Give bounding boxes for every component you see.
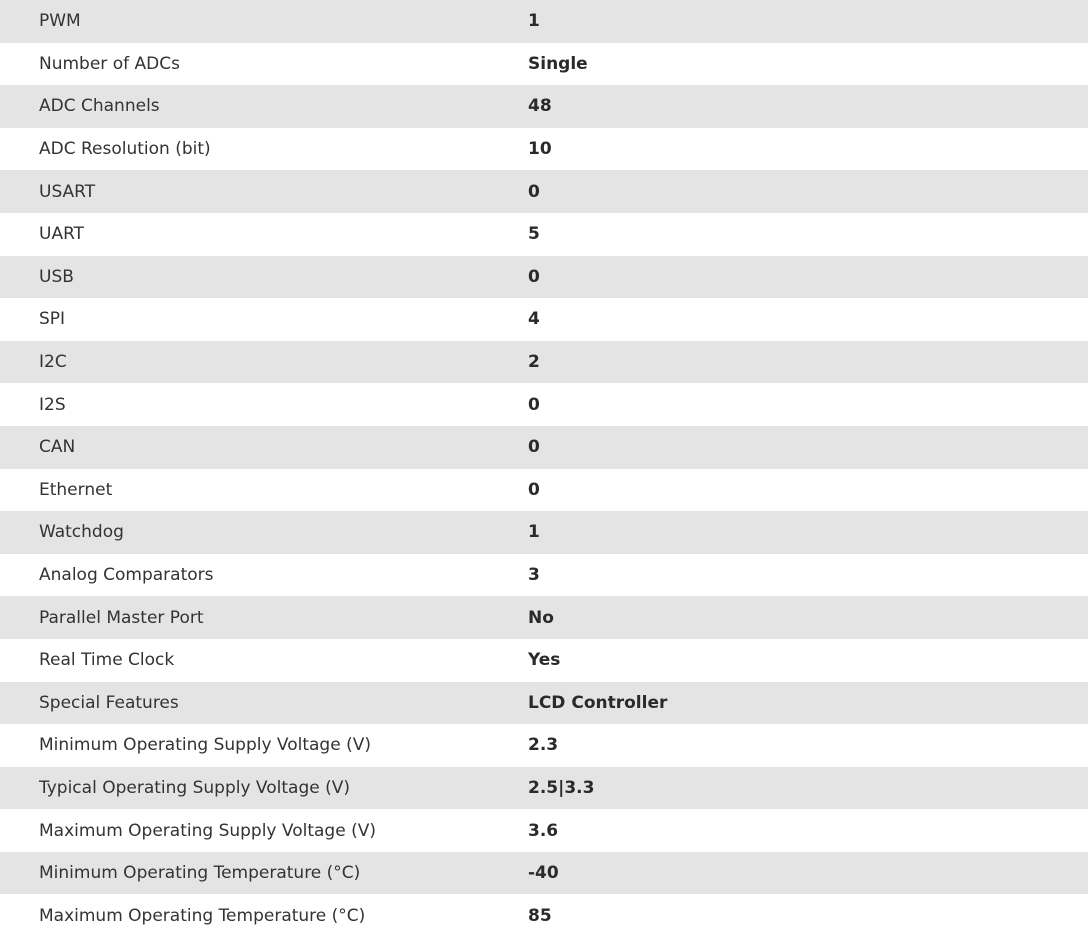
spec-value: 1 xyxy=(528,522,540,543)
spec-label: UART xyxy=(39,224,85,245)
spec-label: PWM xyxy=(39,11,81,32)
spec-row xyxy=(0,639,1088,682)
spec-label: Typical Operating Supply Voltage (V) xyxy=(39,777,350,798)
spec-row xyxy=(0,554,1088,597)
spec-row xyxy=(0,682,1088,725)
spec-value: 2 xyxy=(528,352,540,373)
spec-row xyxy=(0,767,1088,810)
spec-label: Minimum Operating Temperature (°C) xyxy=(39,863,361,884)
spec-label: Maximum Operating Supply Voltage (V) xyxy=(39,820,376,841)
spec-label: ADC Resolution (bit) xyxy=(39,139,211,160)
spec-value: 48 xyxy=(528,96,552,117)
spec-row xyxy=(0,383,1088,426)
spec-label: Watchdog xyxy=(39,522,124,543)
spec-value: 5 xyxy=(528,224,540,245)
spec-row xyxy=(0,341,1088,384)
spec-label: Parallel Master Port xyxy=(39,607,204,628)
spec-value: 85 xyxy=(528,905,552,926)
spec-row xyxy=(0,724,1088,767)
spec-value: 4 xyxy=(528,309,540,330)
spec-label: Minimum Operating Supply Voltage (V) xyxy=(39,735,371,756)
spec-value: LCD Controller xyxy=(528,692,668,713)
spec-label: CAN xyxy=(39,437,76,458)
spec-row xyxy=(0,426,1088,469)
spec-value: 0 xyxy=(528,394,540,415)
spec-label: I2C xyxy=(39,352,67,373)
spec-value: 3.6 xyxy=(528,820,559,841)
spec-label: ADC Channels xyxy=(39,96,160,117)
spec-row xyxy=(0,0,1088,43)
spec-label: Ethernet xyxy=(39,479,113,500)
spec-row xyxy=(0,809,1088,852)
spec-value: No xyxy=(528,607,554,628)
spec-label: Maximum Operating Temperature (°C) xyxy=(39,905,366,926)
spec-row xyxy=(0,128,1088,171)
spec-label: Real Time Clock xyxy=(39,650,175,671)
spec-label: Analog Comparators xyxy=(39,565,214,586)
spec-value: Single xyxy=(528,53,588,74)
spec-value: 0 xyxy=(528,266,540,287)
spec-row xyxy=(0,213,1088,256)
spec-value: 0 xyxy=(528,479,540,500)
spec-value: Yes xyxy=(528,650,561,671)
spec-value: 0 xyxy=(528,181,540,202)
spec-label: SPI xyxy=(39,309,66,330)
spec-value: 2.3 xyxy=(528,735,559,756)
spec-value: 2.5|3.3 xyxy=(528,777,595,798)
spec-row xyxy=(0,256,1088,299)
spec-value: 0 xyxy=(528,437,540,458)
spec-value: 10 xyxy=(528,139,552,160)
spec-value: 3 xyxy=(528,565,540,586)
spec-value: 1 xyxy=(528,11,540,32)
spec-value: -40 xyxy=(528,863,559,884)
spec-label: I2S xyxy=(39,394,66,415)
spec-row xyxy=(0,511,1088,554)
spec-row xyxy=(0,298,1088,341)
spec-row xyxy=(0,469,1088,512)
spec-row xyxy=(0,596,1088,639)
spec-row xyxy=(0,85,1088,128)
spec-row xyxy=(0,170,1088,213)
spec-row xyxy=(0,43,1088,86)
spec-label: Special Features xyxy=(39,692,179,713)
spec-label: USART xyxy=(39,181,96,202)
spec-label: Number of ADCs xyxy=(39,53,180,74)
spec-label: USB xyxy=(39,266,74,287)
spec-row xyxy=(0,852,1088,895)
spec-row xyxy=(0,894,1088,937)
